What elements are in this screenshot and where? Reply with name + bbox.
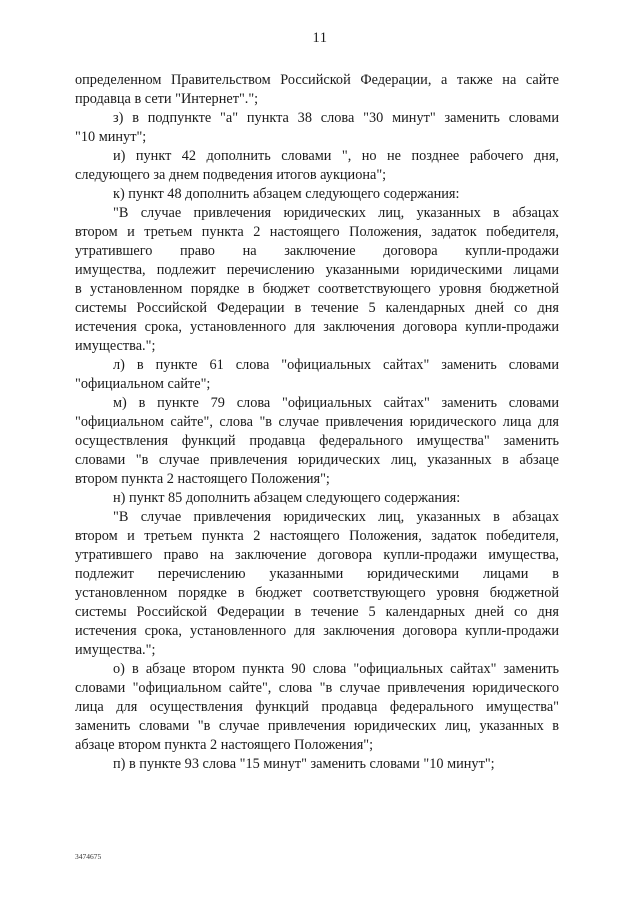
text-line: "В случае привлечения юридических лиц, указанных в абзацах bbox=[113, 509, 559, 525]
text-line: м) в пункте 79 слова "официальных сайтах" заменить словами bbox=[113, 395, 559, 411]
text-line: "официальном сайте", слова "в случае привлечения юридического лица для bbox=[75, 414, 559, 430]
text-line: осуществления функций продавца федерального имущества" заменить bbox=[75, 433, 559, 449]
text-line: п) в пункте 93 слова "15 минут" заменить словами "10 минут"; bbox=[113, 756, 495, 772]
text-line: имущества, подлежит перечислению указанными юридическими лицами bbox=[75, 262, 559, 278]
text-line: подлежит перечислению указанными юридическими лицами в bbox=[75, 566, 559, 582]
text-line: продавца в сети "Интернет"."; bbox=[75, 91, 259, 107]
text-line: словами "в случае привлечения юридических лиц, указанных в абзаце bbox=[75, 452, 559, 468]
text-line: заменить словами "в случае привлечения юридических лиц, указанных в bbox=[75, 718, 559, 734]
text-line: к) пункт 48 дополнить абзацем следующего содержания: bbox=[113, 186, 460, 202]
text-line: о) в абзаце втором пункта 90 слова "официальных сайтах" заменить bbox=[113, 661, 559, 677]
text-line: з) в подпункте "а" пункта 38 слова "30 минут" заменить словами bbox=[113, 110, 559, 126]
text-line: н) пункт 85 дополнить абзацем следующего содержания: bbox=[113, 490, 461, 506]
text-line: истечения срока, установленного для заключения договора купли-продажи bbox=[75, 319, 559, 335]
text-line: утратившего право на заключение договора купли-продажи имущества, bbox=[75, 547, 559, 563]
text-line: истечения срока, установленного для заключения договора купли-продажи bbox=[75, 623, 559, 639]
page-number: 11 bbox=[312, 30, 328, 46]
text-line: "10 минут"; bbox=[75, 129, 147, 145]
text-line: системы Российской Федерации в течение 5 календарных дней со дня bbox=[75, 604, 559, 620]
text-line: втором и третьем пункта 2 настоящего Положения, задаток победителя, bbox=[75, 528, 559, 544]
text-line: следующего за днем подведения итогов аукциона"; bbox=[75, 167, 387, 183]
text-line: имущества."; bbox=[75, 642, 156, 658]
text-line: л) в пункте 61 слова "официальных сайтах" заменить словами bbox=[113, 357, 559, 373]
document-body bbox=[75, 71, 559, 774]
text-line: втором пункта 2 настоящего Положения"; bbox=[75, 471, 330, 487]
text-line: лица для осуществления функций продавца федерального имущества" bbox=[75, 699, 559, 715]
text-line: и) пункт 42 дополнить словами ", но не позднее рабочего дня, bbox=[113, 148, 559, 164]
text-line: в установленном порядке в бюджет соответствующего уровня бюджетной bbox=[75, 281, 559, 297]
text-line: утратившего право на заключение договора купли-продажи bbox=[75, 243, 559, 259]
text-line: имущества."; bbox=[75, 338, 156, 354]
text-line: системы Российской Федерации в течение 5 календарных дней со дня bbox=[75, 300, 559, 316]
text-line: втором и третьем пункта 2 настоящего Положения, задаток победителя, bbox=[75, 224, 559, 240]
text-line: "В случае привлечения юридических лиц, указанных в абзацах bbox=[113, 205, 559, 221]
text-line: словами "официальном сайте", слова "в случае привлечения юридического bbox=[75, 680, 559, 696]
text-line: определенном Правительством Российской Федерации, а также на сайте bbox=[75, 72, 559, 88]
text-line: "официальном сайте"; bbox=[75, 376, 211, 392]
text-line: абзаце втором пункта 2 настоящего Положения"; bbox=[75, 737, 374, 753]
document-code: 3474675 bbox=[75, 852, 102, 861]
text-line: установленном порядке в бюджет соответствующего уровня бюджетной bbox=[75, 585, 559, 601]
